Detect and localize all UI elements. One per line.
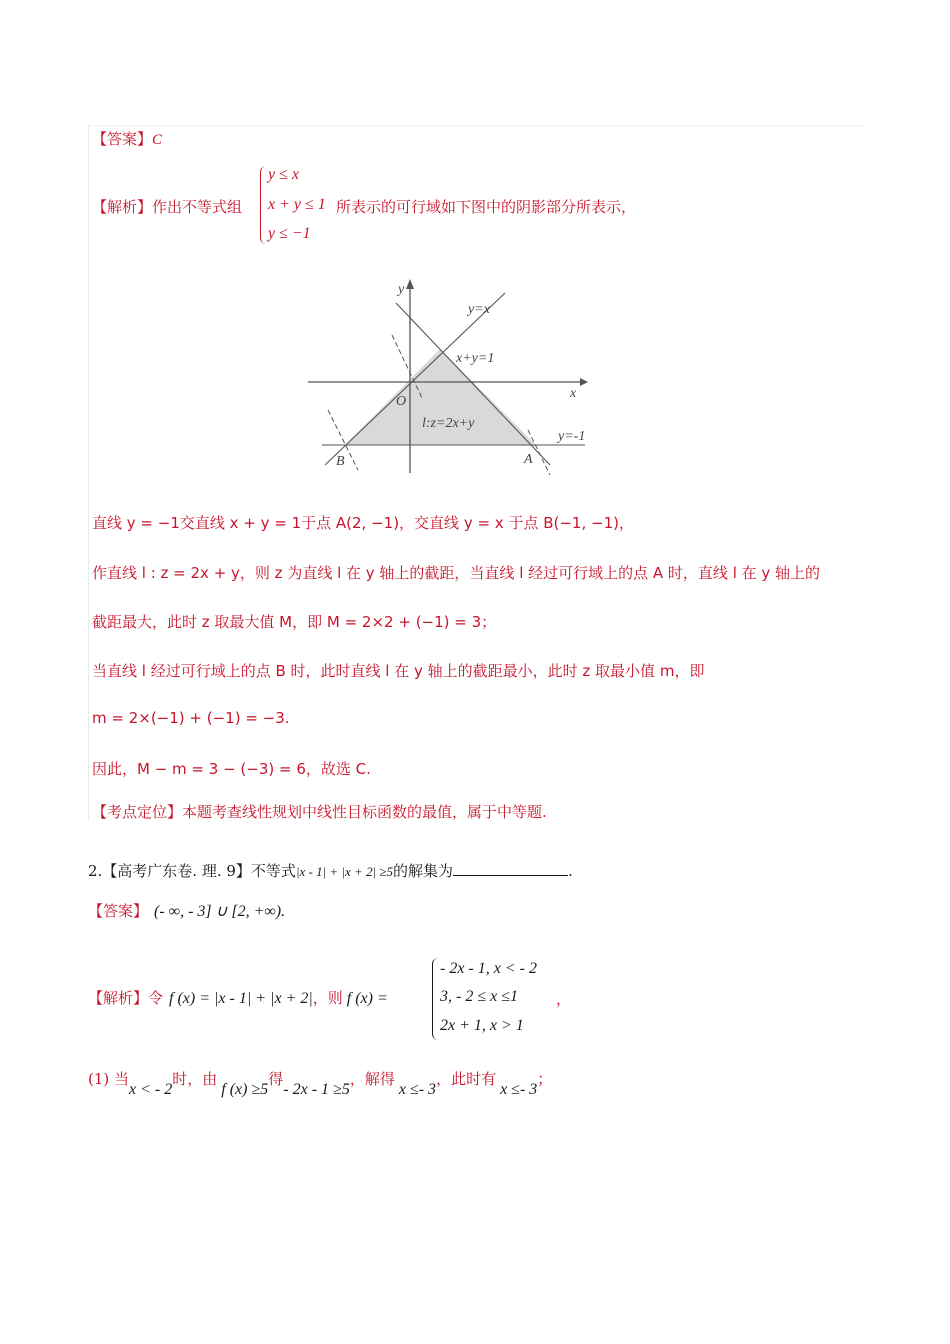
answer-value-2: (- ∞, - 3] ∪ [2, +∞). — [154, 903, 286, 920]
answer-tag: 【答案】 — [92, 130, 153, 148]
label-y-eq-x: y=x — [468, 302, 490, 317]
x-axis-label: x — [570, 386, 577, 401]
question-prefix: 2.【高考广东卷. 理. 9】不等式 — [88, 862, 296, 880]
analysis-tag: 【解析】 — [92, 198, 153, 216]
case1-res: x ≤- 3 — [398, 1081, 437, 1098]
case1-ineq: f (x) ≥5 — [221, 1081, 269, 1098]
kaodian-tag: 【考点定位】 — [92, 803, 183, 821]
case1-prefix: (1) 当 — [88, 1070, 130, 1088]
analysis-suffix: 所表示的可行域如下图中的阴影部分所表示， — [336, 198, 637, 216]
answer-line-2 — [88, 900, 285, 921]
case1-final: x ≤- 3 — [500, 1081, 538, 1098]
answer-line-1 — [92, 128, 162, 149]
kaodian-text: 本题考查线性规划中线性目标函数的最值，属于中等题. — [182, 803, 547, 821]
label-objective: l:z=2x+y — [422, 416, 475, 431]
piecewise-comma: ， — [556, 990, 572, 1008]
answer-tag-2: 【答案】 — [88, 902, 149, 920]
case-1-line — [88, 1068, 553, 1098]
system-line-1: y ≤ x — [268, 166, 299, 183]
y-axis-label: y — [398, 282, 405, 297]
para-4: 当直线 l 经过可行域上的点 B 时，此时直线 l 在 y 轴上的截距最小，此时 z 取最小值 m，即 — [92, 662, 705, 680]
analysis-then: ，则 — [312, 989, 343, 1007]
question-expr: |x - 1| + |x + 2| ≥5 — [295, 864, 394, 879]
case1-when: 时，由 — [172, 1070, 218, 1088]
y-axis-arrow — [406, 279, 414, 289]
para-2: 作直线 l : z = 2x + y，则 z 为直线 l 在 y 轴上的截距，当直线 l 经过可行域上的点 A 时，直线 l 在 y 轴上的 — [92, 564, 821, 582]
case1-end: ； — [537, 1070, 553, 1088]
para-5: m = 2×(−1) + (−1) = −3. — [92, 709, 290, 727]
label-y-eq-neg1: y=-1 — [558, 429, 586, 444]
analysis-tag-2: 【解析】 — [88, 989, 149, 1007]
point-B-label: B — [336, 454, 345, 469]
analysis-prefix: 作出不等式组 — [152, 198, 243, 216]
question-2 — [88, 860, 573, 881]
answer-value: C — [152, 132, 163, 148]
para-6: 因此，M − m = 3 − (−3) = 6，故选 C. — [92, 760, 371, 778]
case1-have: ，此时有 — [436, 1070, 497, 1088]
case1-expr: - 2x - 1 ≥5 — [283, 1081, 350, 1098]
piecewise-brace — [432, 958, 439, 1040]
analysis-2-line — [88, 987, 388, 1008]
case1-get: 得 — [268, 1070, 284, 1088]
para-1: 直线 y = −1交直线 x + y = 1于点 A(2, −1)，交直线 y = x 于点 B(−1, −1)， — [92, 514, 634, 532]
case1-cond: x < - 2 — [129, 1081, 173, 1098]
system-line-3: y ≤ −1 — [268, 225, 311, 242]
frame-top-border — [88, 125, 863, 126]
origin-label: O — [396, 394, 407, 409]
para-3: 截距最大，此时 z 取最大值 M，即 M = 2×2 + (−1) = 3； — [92, 613, 497, 631]
point-A-label: A — [524, 452, 533, 467]
feasible-region-graph — [300, 275, 610, 475]
system-line-2: x + y ≤ 1 — [268, 196, 326, 213]
piecewise-line-2: 3, - 2 ≤ x ≤1 — [440, 988, 518, 1005]
frame-left-border — [88, 125, 89, 820]
question-suffix: 的解集为 — [393, 862, 454, 880]
analysis-fx2: f (x) = — [346, 990, 388, 1007]
analysis-let: 令 — [148, 989, 164, 1007]
piecewise-line-3: 2x + 1, x > 1 — [440, 1017, 524, 1034]
analysis-intro — [92, 196, 242, 217]
label-x-plus-y-eq-1: x+y=1 — [456, 351, 495, 366]
question-end: . — [568, 862, 573, 880]
answer-blank — [453, 861, 568, 876]
analysis-fx: f (x) = |x - 1| + |x + 2| — [169, 990, 313, 1007]
piecewise-line-1: - 2x - 1, x < - 2 — [440, 960, 537, 977]
x-axis-arrow — [580, 378, 588, 386]
kaodian-line — [92, 801, 547, 822]
case1-solve: ，解得 — [349, 1070, 395, 1088]
system-brace — [260, 166, 267, 244]
